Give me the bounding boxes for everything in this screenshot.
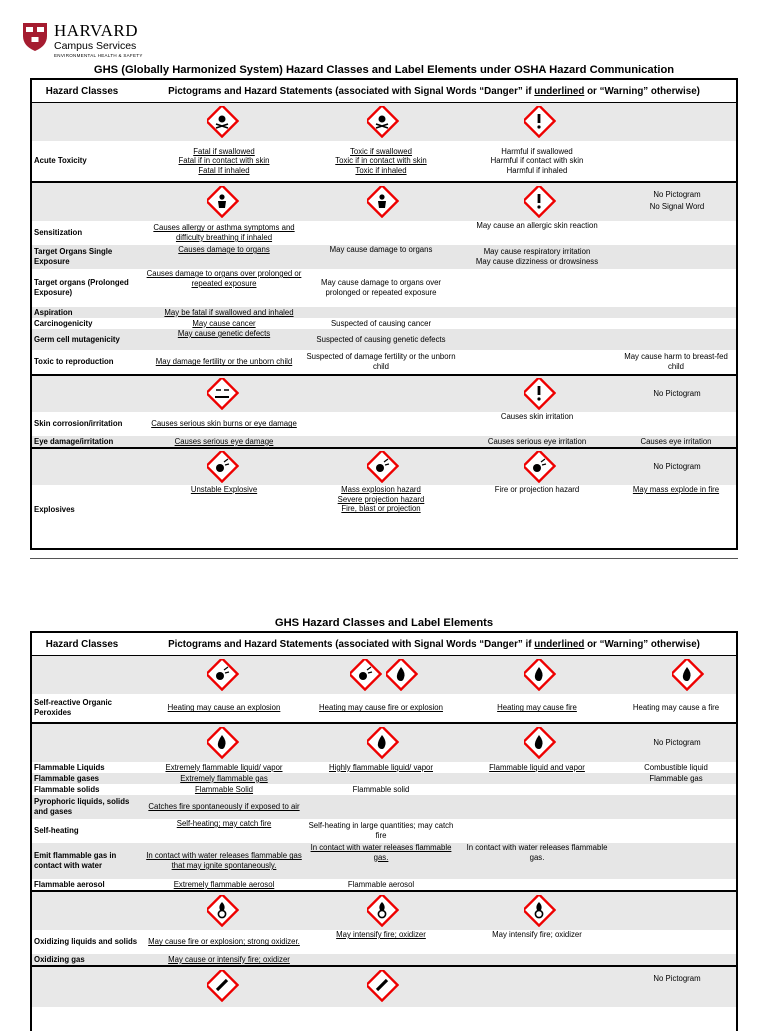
flame-icon bbox=[207, 727, 239, 759]
exploding-bomb-icon bbox=[207, 451, 239, 483]
harvard-shield-logo bbox=[22, 22, 48, 52]
flame-over-circle-icon bbox=[524, 895, 556, 927]
flammable-picto-band bbox=[32, 722, 736, 762]
exploding-bomb-icon bbox=[350, 659, 382, 691]
exclamation-mark-icon bbox=[524, 106, 556, 138]
row-flammable-liquids: Flammable Liquids Extremely flammable liquid/ vapor Highly flammable liquid/ vapor Flammable liquid and vapor Combustible liquid bbox=[34, 762, 708, 772]
row-target-organs-prolonged: Target organs (Prolonged Exposure) Causes damage to organs over prolonged or repeated exposure May cause damage to organs over prolonged or repeated exposure bbox=[34, 269, 442, 297]
row-toxic-reproduction: Toxic to reproduction May damage fertility or the unborn child Suspected of damage fertility or the unborn child May cause harm to breast-fed child bbox=[34, 352, 728, 371]
flame-icon bbox=[524, 727, 556, 759]
flame-over-circle-icon bbox=[367, 895, 399, 927]
no-pictogram-note: No Pictogram bbox=[653, 974, 701, 983]
exclamation-mark-icon bbox=[524, 186, 556, 218]
gas-cylinder-icon bbox=[207, 970, 239, 1002]
corrosion-icon bbox=[207, 378, 239, 410]
row-flammable-aerosol: Flammable aerosol Extremely flammable aerosol Flammable aerosol bbox=[34, 879, 415, 889]
table1-title: GHS (Globally Harmonized System) Hazard Classes and Label Elements under OSHA Hazard Communication bbox=[93, 64, 675, 76]
no-pictogram-note: No Pictogram bbox=[653, 389, 701, 398]
hazard-table-1 bbox=[30, 78, 738, 550]
row-flammable-solids: Flammable solids Flammable Solid Flammable solid bbox=[34, 784, 410, 794]
row-carcinogenicity: Carcinogenicity May cause cancer Suspected of causing cancer bbox=[34, 318, 432, 328]
row-germ-cell: Germ cell mutagenicity May cause genetic defects Suspected of causing genetic defects bbox=[32, 329, 736, 350]
exploding-bomb-icon bbox=[207, 659, 239, 691]
unit-name: ENVIRONMENTAL HEALTH & SAFETY bbox=[54, 52, 143, 58]
row-eye-damage: Eye damage/irritation Causes serious eye damage Causes serious eye irritation Causes eye irritation bbox=[32, 436, 736, 447]
row-self-reactive: Self-reactive Organic Peroxides Heating may cause an explosion Heating may cause fire or explosion Heating may cause fire Heating may cause a fire bbox=[34, 698, 720, 717]
corrosion-picto-band bbox=[32, 374, 736, 412]
hazard-table-2 bbox=[30, 631, 738, 1031]
row-aspiration: Aspiration May be fatal if swallowed and inhaled bbox=[32, 307, 736, 318]
flame-over-circle-icon bbox=[207, 895, 239, 927]
col-hazard-classes: Hazard Classes bbox=[45, 638, 119, 650]
row-target-organs-single: Target Organs Single Exposure Causes damage to organs May cause damage to organs May cause respiratory irritation May cause dizziness or drowsiness bbox=[32, 245, 736, 269]
flame-icon bbox=[367, 727, 399, 759]
oxidizer-picto-band bbox=[32, 890, 736, 930]
org-name: HARVARD bbox=[54, 21, 139, 40]
flame-icon bbox=[524, 659, 556, 691]
col-pictograms: Pictograms and Hazard Statements (associated with Signal Words “Danger” if underlined or “Warning” otherwise) bbox=[168, 638, 700, 650]
health-hazard-icon bbox=[207, 186, 239, 218]
row-explosives: Explosives Unstable Explosive Mass explosion hazard Severe projection hazard Fire, blast or projection Fire or projection hazard May mass explode in fire bbox=[34, 485, 720, 515]
exclamation-mark-icon bbox=[524, 378, 556, 410]
col-pictograms: Pictograms and Hazard Statements (associated with Signal Words “Danger” if underlined or “Warning” otherwise) bbox=[168, 85, 700, 97]
no-pictogram-note: No Pictogram No Signal Word bbox=[649, 190, 705, 211]
section-divider bbox=[30, 558, 738, 559]
row-water-reactive: Emit flammable gas in contact with water In contact with water releases flammable gas that may ignite spontaneously. In contact with water releases flammable gas. In contact with water releases flammable gas. bbox=[32, 843, 736, 879]
exploding-bomb-icon bbox=[524, 451, 556, 483]
col-hazard-classes: Hazard Classes bbox=[45, 85, 119, 97]
selfreactive-picto-band bbox=[32, 656, 736, 694]
gas-cylinder-icon bbox=[367, 970, 399, 1002]
row-oxidizing-liquids: Oxidizing liquids and solids May cause fire or explosion; strong oxidizer. May intensify fire; oxidizer May intensify fire; oxidizer bbox=[34, 930, 582, 947]
explosive-picto-band bbox=[32, 447, 736, 485]
skull-crossbones-icon bbox=[367, 106, 399, 138]
harvard-header bbox=[22, 22, 143, 58]
flame-icon bbox=[386, 659, 418, 691]
acute-picto-band bbox=[32, 103, 736, 141]
health-hazard-icon bbox=[367, 186, 399, 218]
health-picto-band bbox=[32, 181, 736, 221]
exploding-bomb-icon bbox=[367, 451, 399, 483]
skull-crossbones-icon bbox=[207, 106, 239, 138]
row-flammable-gases: Flammable gases Extremely flammable gas Flammable gas bbox=[32, 773, 736, 784]
no-pictogram-note: No Pictogram bbox=[653, 462, 701, 471]
row-pyrophoric: Pyrophoric liquids, solids and gases Catches fire spontaneously if exposed to air bbox=[32, 795, 736, 819]
row-oxidizing-gas: Oxidizing gas May cause or intensify fire; oxidizer bbox=[32, 954, 736, 965]
flame-icon bbox=[672, 659, 704, 691]
row-sensitization: Sensitization Causes allergy or asthma symptoms and difficulty breathing if inhaled May cause an allergic skin reaction bbox=[34, 221, 598, 242]
gas-cylinder-picto-band bbox=[32, 965, 736, 1007]
no-pictogram-note: No Pictogram bbox=[653, 738, 701, 747]
dept-name: Campus Services bbox=[54, 40, 137, 52]
row-self-heating: Self-heating Self-heating; may catch fire Self-heating in large quantities; may catch fire bbox=[34, 819, 454, 840]
row-skin-corrosion: Skin corrosion/irritation Causes serious skin burns or eye damage Causes skin irritation bbox=[34, 412, 574, 429]
table2-title: GHS Hazard Classes and Label Elements bbox=[274, 617, 494, 629]
row-acute-toxicity: Acute Toxicity Fatal if swallowed Fatal if in contact with skin Fatal If inhaled Toxic if swallowed Toxic if in contact with skin Toxic if inhaled Harmful if swallowed Harmful if contact with skin Harmful if inhaled bbox=[34, 146, 584, 175]
